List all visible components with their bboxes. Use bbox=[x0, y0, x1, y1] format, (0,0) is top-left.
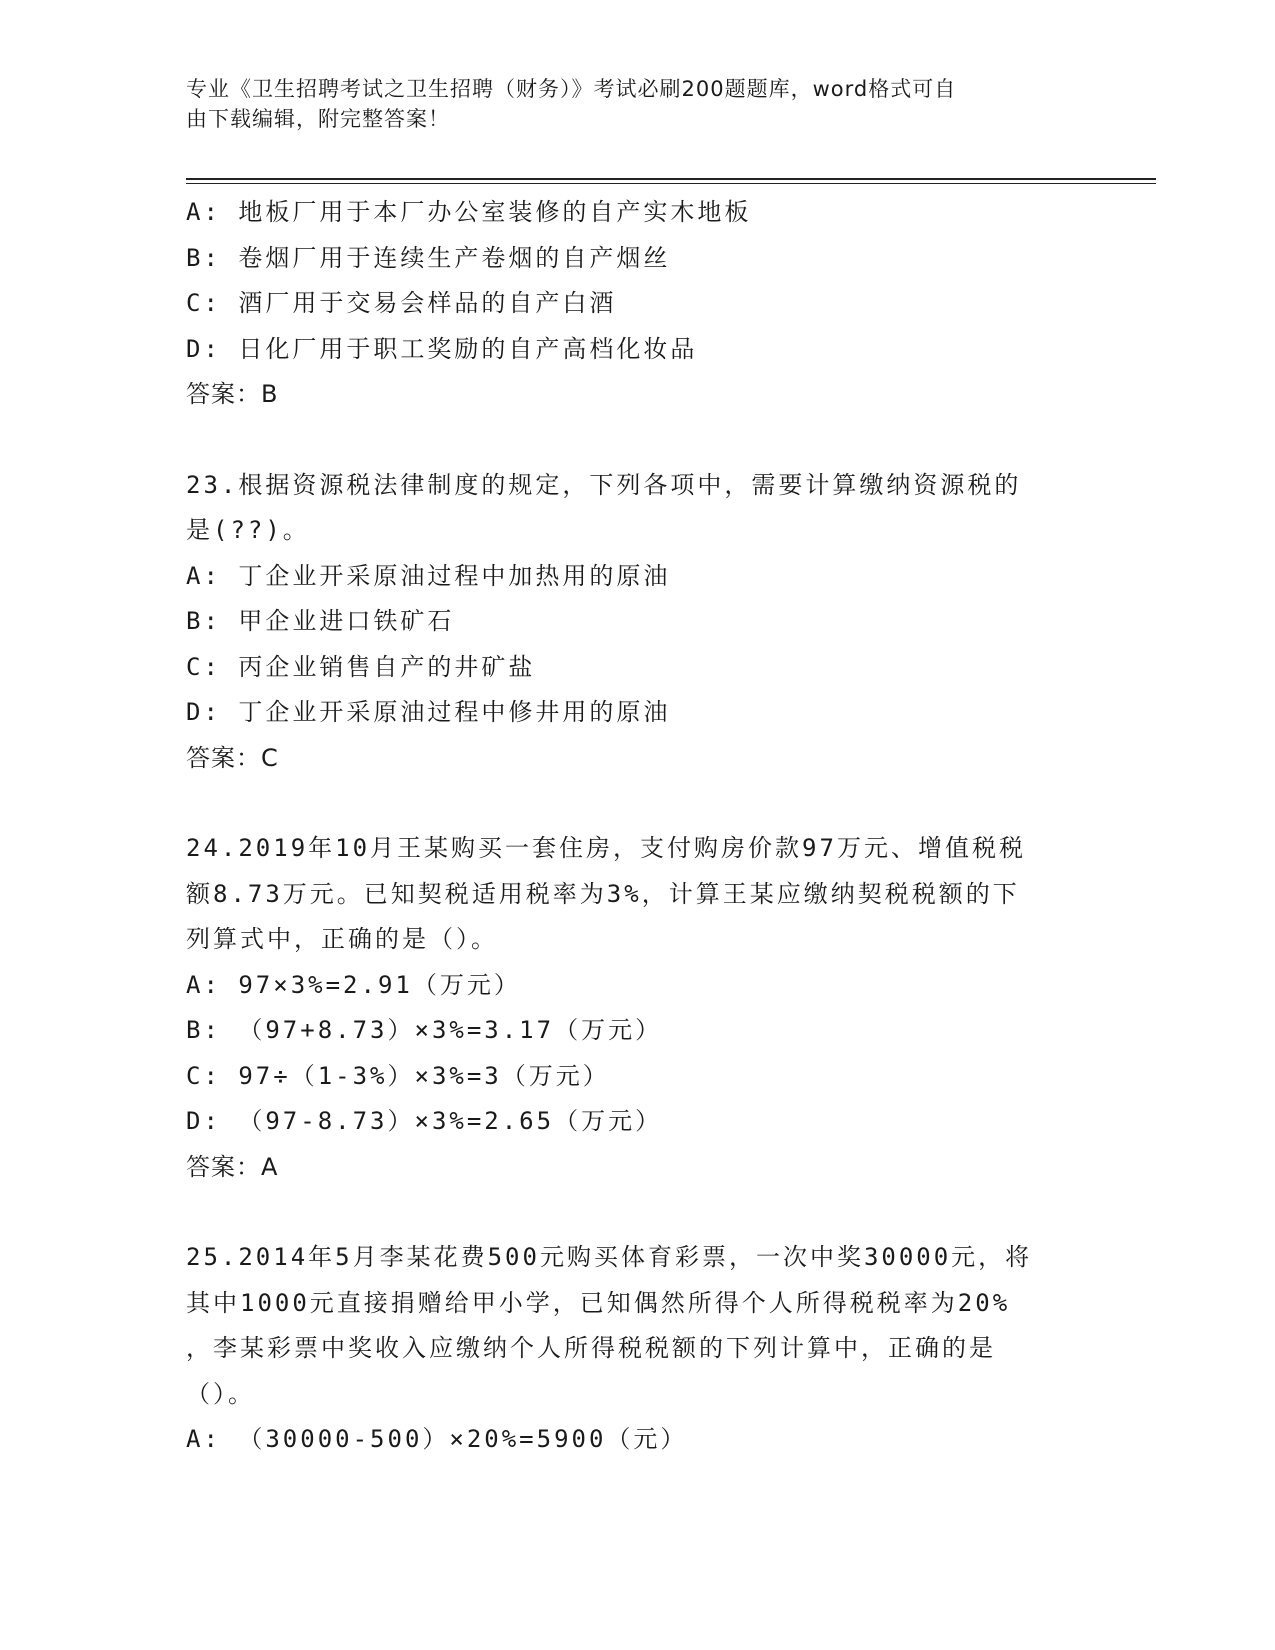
question-22 bbox=[186, 190, 1086, 418]
option-a: A: 丁企业开采原油过程中加热用的原油 bbox=[186, 561, 671, 590]
question-stem: ，李某彩票中奖收入应缴纳个人所得税税额的下列计算中，正确的是 bbox=[186, 1334, 996, 1362]
question-stem: 其中1000元直接捐赠给甲小学，已知偶然所得个人所得税税率为20% bbox=[186, 1288, 1011, 1317]
spacer bbox=[186, 1190, 1086, 1235]
option-a: A: （30000-500）×20%=5900（元） bbox=[186, 1425, 688, 1453]
question-stem: （）。 bbox=[186, 1379, 255, 1408]
question-stem: 23.根据资源税法律制度的规定，下列各项中，需要计算缴纳资源税的 bbox=[186, 470, 1022, 499]
option-a: A: 97×3%=2.91（万元） bbox=[186, 970, 521, 999]
header-title-line-1: 专业《卫生招聘考试之卫生招聘（财务）》考试必刷200题题库，word格式可自 bbox=[186, 77, 957, 101]
question-stem: 24.2019年10月王某购买一套住房，支付购房价款97万元、增值税税 bbox=[186, 834, 1026, 862]
header-title-line-2: 由下载编辑，附完整答案！ bbox=[186, 107, 450, 131]
question-list bbox=[186, 190, 1086, 1463]
document-header bbox=[186, 74, 1066, 134]
question-23 bbox=[186, 463, 1086, 782]
header-rule-thin bbox=[186, 183, 1156, 184]
question-24 bbox=[186, 826, 1086, 1190]
question-stem: 列算式中，正确的是（）。 bbox=[186, 925, 498, 953]
answer: 答案：A bbox=[186, 1152, 279, 1181]
option-d: D: 日化厂用于职工奖励的自产高档化妆品 bbox=[186, 334, 698, 363]
option-c: C: 97÷（1-3%）×3%=3（万元） bbox=[186, 1061, 610, 1090]
option-b: B: 卷烟厂用于连续生产卷烟的自产烟丝 bbox=[186, 243, 671, 272]
question-stem: 额8.73万元。已知契税适用税率为3%，计算王某应缴纳契税税额的下 bbox=[186, 879, 1020, 908]
question-stem: 是(??)。 bbox=[186, 516, 310, 544]
option-c: C: 丙企业销售自产的井矿盐 bbox=[186, 652, 536, 681]
answer: 答案：C bbox=[186, 743, 279, 772]
header-rule-thick bbox=[186, 178, 1156, 180]
answer: 答案：B bbox=[186, 380, 279, 408]
option-d: D: （97-8.73）×3%=2.65（万元） bbox=[186, 1107, 663, 1135]
option-b: B: 甲企业进口铁矿石 bbox=[186, 607, 455, 635]
question-stem: 25.2014年5月李某花费500元购买体育彩票，一次中奖30000元，将 bbox=[186, 1243, 1033, 1271]
spacer bbox=[186, 781, 1086, 826]
spacer bbox=[186, 418, 1086, 463]
question-25 bbox=[186, 1235, 1086, 1463]
option-b: B: （97+8.73）×3%=3.17（万元） bbox=[186, 1016, 663, 1044]
option-a: A: 地板厂用于本厂办公室装修的自产实木地板 bbox=[186, 198, 752, 226]
option-d: D: 丁企业开采原油过程中修井用的原油 bbox=[186, 698, 671, 726]
option-c: C: 酒厂用于交易会样品的自产白酒 bbox=[186, 289, 617, 317]
